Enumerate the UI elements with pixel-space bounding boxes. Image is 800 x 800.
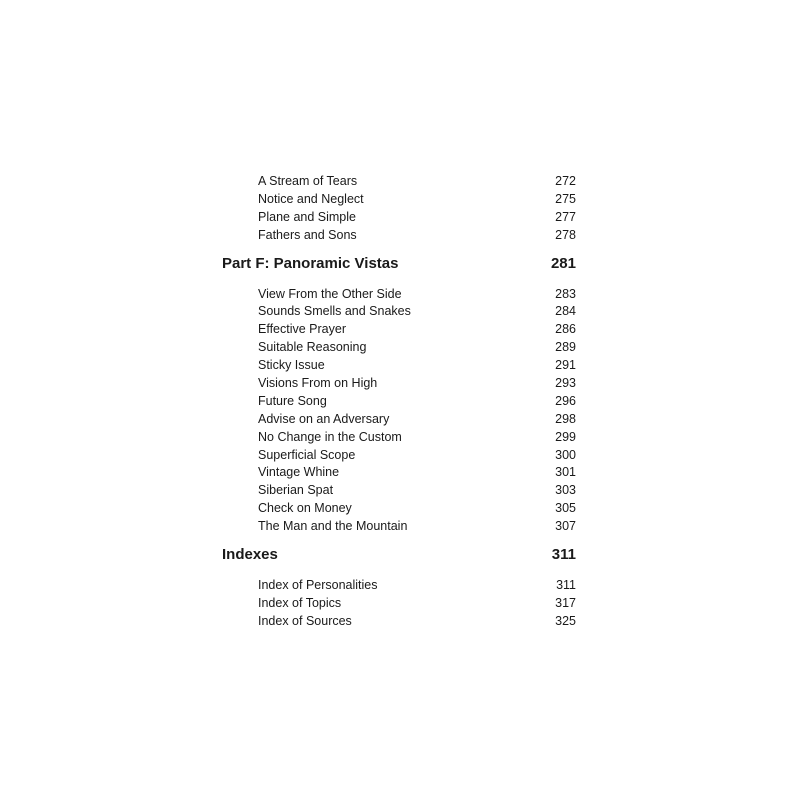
toc-entry-title: A Stream of Tears [258, 174, 358, 188]
toc-entry-page: 305 [555, 501, 576, 516]
toc-entry-page: 286 [555, 322, 576, 337]
toc-entry-title: Plane and Simple [258, 209, 356, 224]
toc-entry[interactable] [222, 357, 576, 375]
toc-entry[interactable] [222, 191, 576, 209]
toc-entry-page: 293 [555, 376, 576, 391]
part-page: 281 [550, 254, 576, 272]
toc-entry-page: 325 [555, 613, 576, 628]
toc-entry[interactable] [222, 393, 576, 411]
toc-entry[interactable] [222, 518, 576, 536]
toc-entry[interactable] [222, 464, 576, 482]
toc-entry-title: Vintage Whine [258, 465, 340, 480]
toc-entry-title: Index of Topics [258, 595, 342, 610]
toc-entry[interactable] [222, 482, 576, 500]
toc-entry[interactable] [222, 500, 576, 518]
toc-entry[interactable] [222, 303, 576, 321]
toc-entry[interactable] [222, 613, 576, 631]
toc-entry-title: Suitable Reasoning [258, 340, 367, 355]
toc-entry[interactable] [222, 209, 576, 227]
toc-part-heading[interactable] [222, 254, 576, 274]
toc-entry-title: Future Song [258, 393, 327, 408]
toc-entry-page: 311 [556, 578, 576, 593]
toc-entry[interactable] [222, 429, 576, 447]
toc-entry-title: No Change in the Custom [258, 429, 402, 444]
toc-entry[interactable] [222, 227, 576, 245]
toc-entry[interactable] [222, 577, 576, 595]
toc-entry-title: The Man and the Mountain [258, 519, 408, 534]
toc-entry-title: Index of Sources [258, 613, 352, 628]
toc-entry-title: Sounds Smells and Snakes [258, 304, 411, 319]
toc-entry-page: 272 [555, 174, 576, 188]
toc-entry-page: 317 [555, 595, 576, 610]
toc-entry-page: 289 [555, 340, 576, 355]
toc-entry-page: 307 [555, 519, 576, 534]
toc-entry-page: 298 [555, 411, 576, 426]
part-page: 311 [551, 546, 576, 564]
toc-entry[interactable] [222, 339, 576, 357]
toc-entry-title: Index of Personalities [258, 578, 378, 593]
toc-entry-page: 278 [555, 227, 576, 242]
toc-entry-title: Fathers and Sons [258, 227, 357, 242]
toc-entry-title: Advise on an Adversary [258, 411, 390, 426]
toc-entry-title: View From the Other Side [258, 286, 402, 301]
toc-entry[interactable] [222, 375, 576, 393]
toc-part-heading[interactable] [222, 545, 576, 565]
toc-entry[interactable] [222, 321, 576, 339]
part-title: Indexes [222, 546, 278, 564]
toc-entry[interactable] [222, 447, 576, 465]
toc-entry-page: 300 [555, 447, 576, 462]
toc-entry[interactable] [222, 595, 576, 613]
toc-entry-page: 277 [555, 209, 576, 224]
toc-entry-page: 296 [555, 393, 576, 408]
toc-entry-title: Sticky Issue [258, 358, 325, 373]
toc-entry-title: Check on Money [258, 501, 352, 516]
toc-entry[interactable] [222, 173, 576, 191]
toc-entry-page: 283 [555, 286, 576, 301]
toc-entry-page: 291 [555, 358, 576, 373]
toc-entry-page: 299 [555, 429, 576, 444]
table-of-contents [222, 173, 576, 631]
toc-entry[interactable] [222, 411, 576, 429]
toc-entry-title: Visions From on High [258, 376, 378, 391]
toc-entry-title: Siberian Spat [258, 483, 334, 498]
toc-entry-title: Notice and Neglect [258, 191, 364, 206]
toc-entry-page: 301 [555, 465, 576, 480]
toc-entry-page: 284 [555, 304, 576, 319]
toc-entry-title: Effective Prayer [258, 322, 347, 337]
toc-entry[interactable] [222, 286, 576, 304]
part-title: Part F: Panoramic Vistas [222, 254, 399, 272]
toc-entry-page: 275 [555, 191, 576, 206]
toc-entry-page: 303 [555, 483, 576, 498]
toc-entry-title: Superficial Scope [258, 447, 356, 462]
